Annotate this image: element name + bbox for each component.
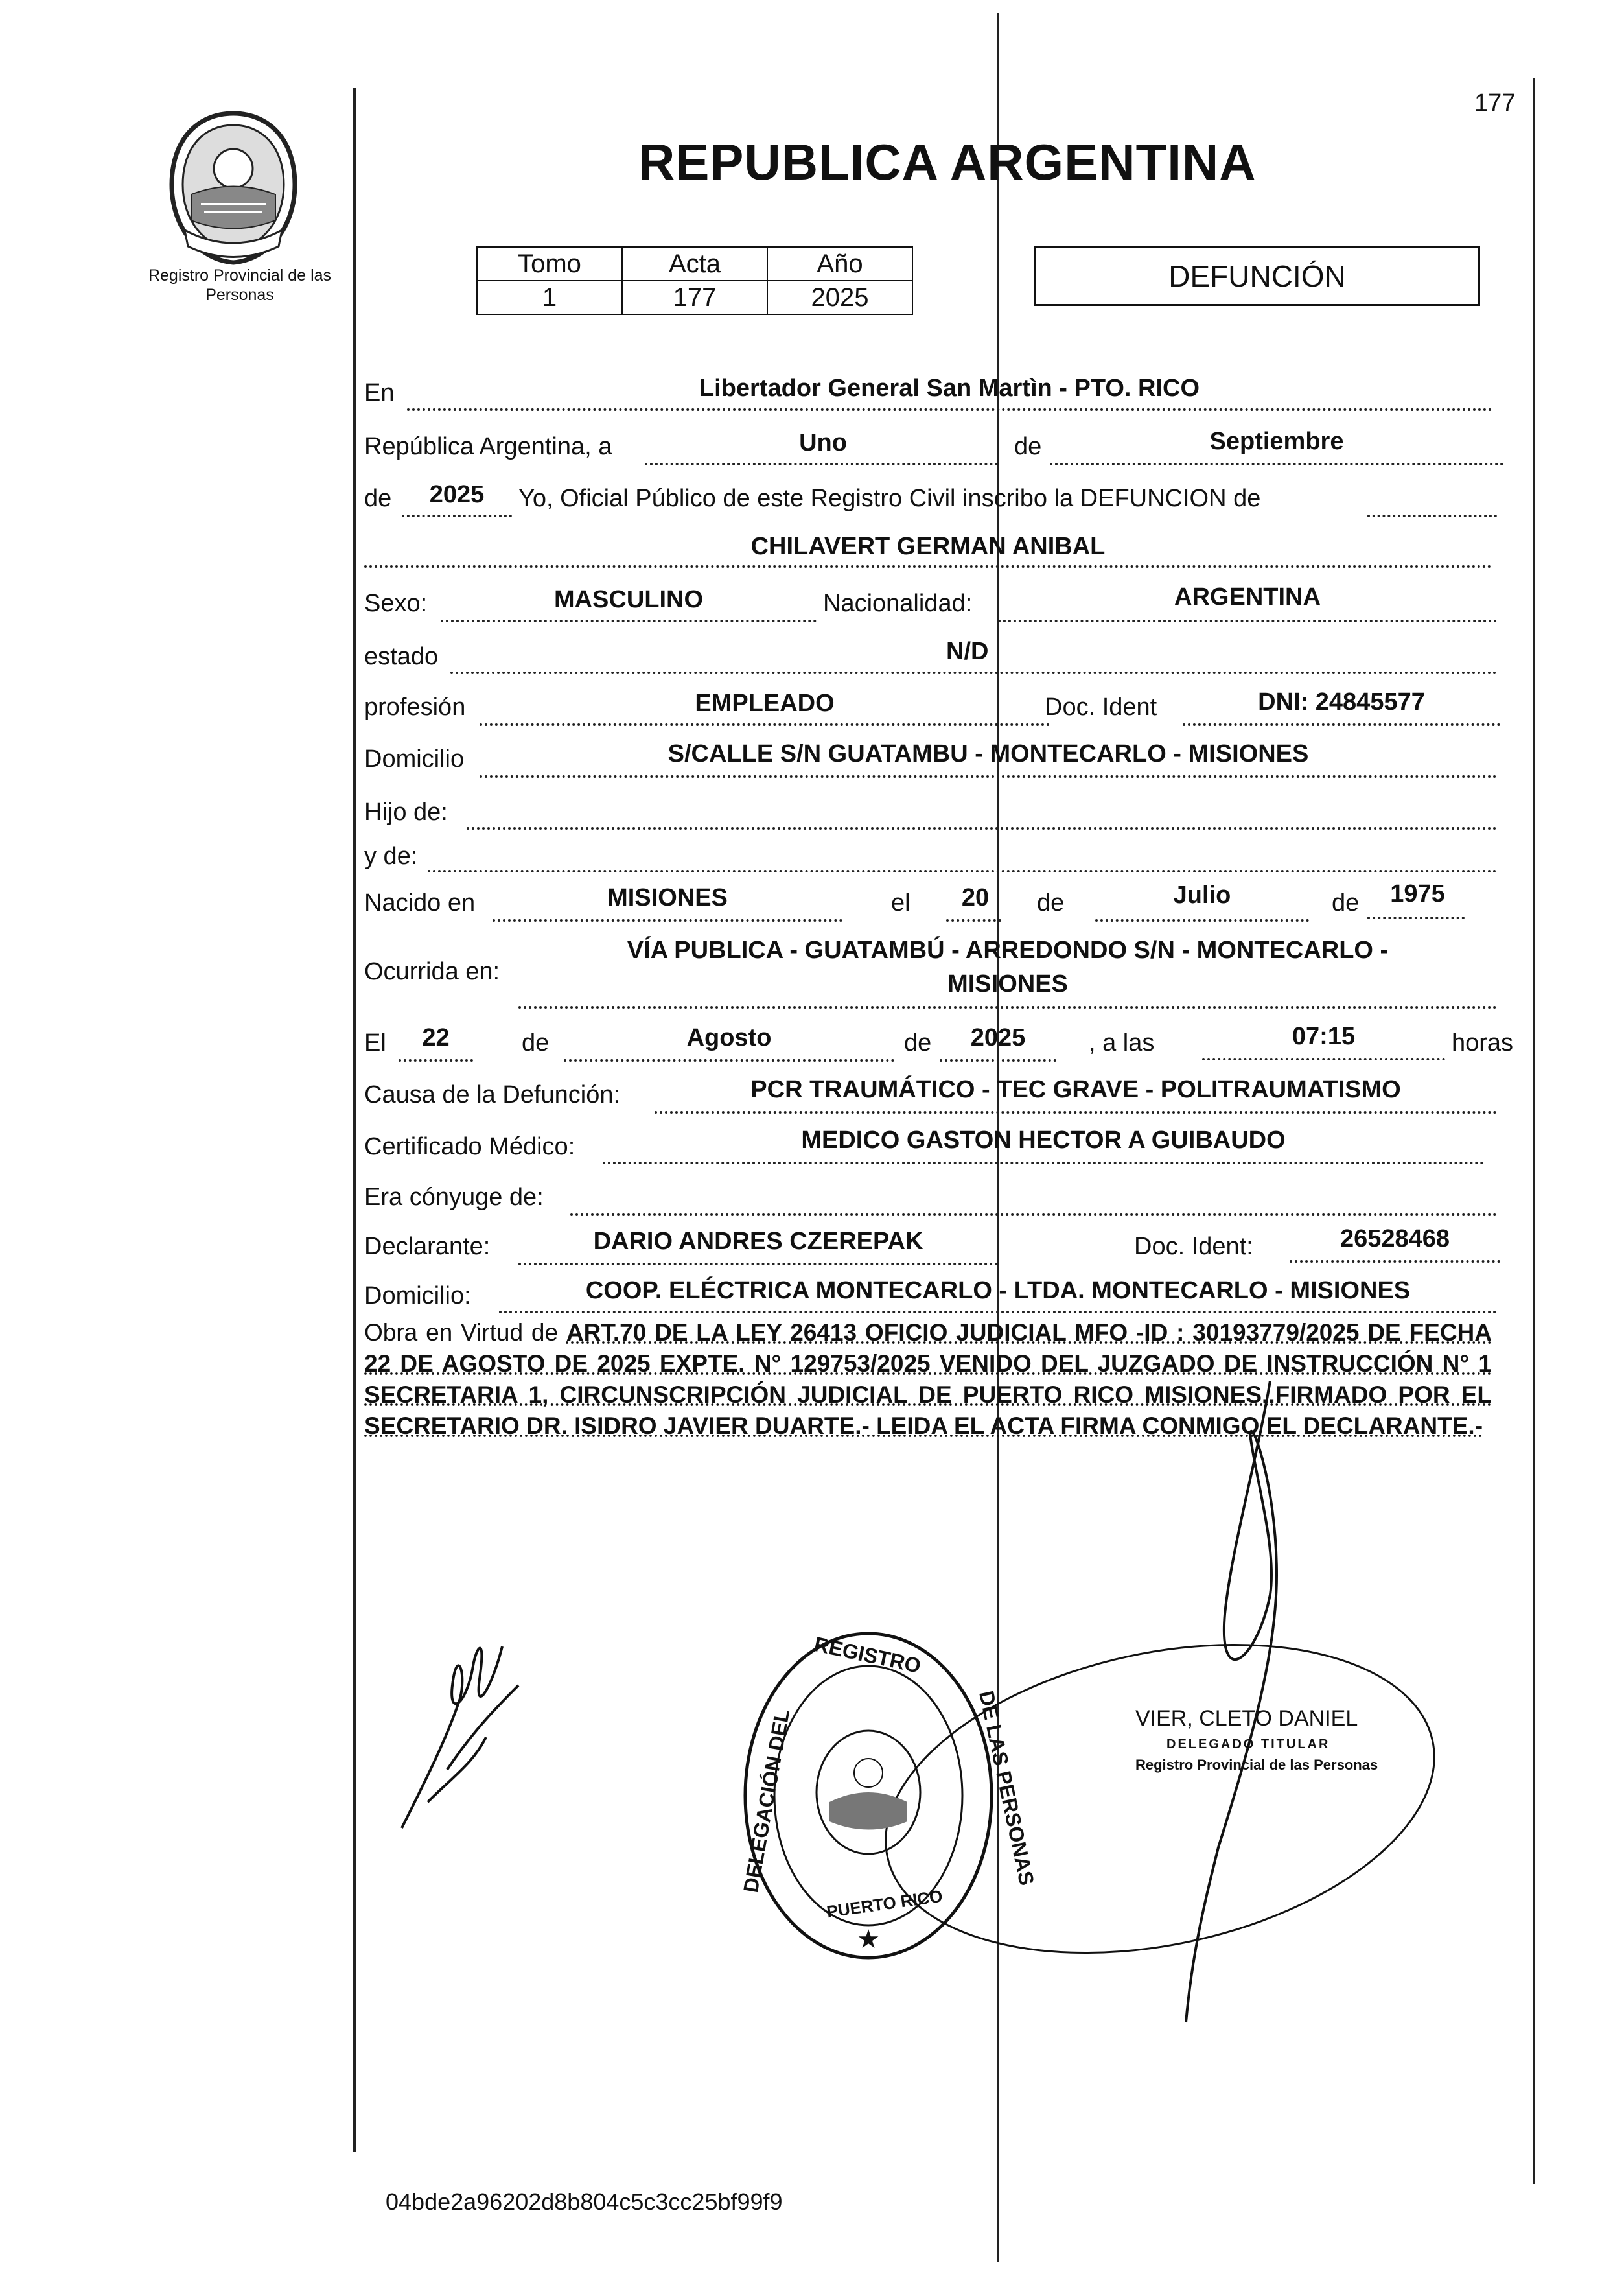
- line-causa: [655, 1111, 1497, 1114]
- field-estado: N/D: [946, 638, 989, 665]
- line-declarante-domicilio: [499, 1311, 1497, 1313]
- label-de-anio: de: [364, 485, 392, 512]
- label-de-nacido-anio: de: [1332, 889, 1360, 917]
- left-margin-rule: [353, 88, 356, 2152]
- field-domicilio: S/CALLE S/N GUATAMBU - MONTECARLO - MISIONES: [667, 740, 1309, 767]
- label-de-fallec-anio: de: [904, 1029, 932, 1057]
- page-title: REPUBLICA ARGENTINA: [638, 134, 1257, 191]
- right-margin-rule: [1533, 78, 1535, 2184]
- line-conyuge: [570, 1213, 1497, 1216]
- line-doc: [1183, 723, 1500, 726]
- field-fallec-anio: 2025: [970, 1024, 1026, 1051]
- registry-table: [476, 246, 913, 315]
- line-profesion: [480, 723, 1050, 726]
- officer-role: DELEGADO TITULAR: [1166, 1737, 1330, 1751]
- field-ocurrida-1: VÍA PUBLICA - GUATAMBÚ - ARREDONDO S/N - MONTECARLO -: [627, 937, 1389, 964]
- label-de-mes: de: [1014, 433, 1042, 460]
- field-declarante-domicilio: COOP. ELÉCTRICA MONTECARLO - LTDA. MONTECARLO - MISIONES: [585, 1277, 1411, 1304]
- label-declarante: Declarante:: [364, 1233, 491, 1260]
- svg-text:★: ★: [857, 1925, 880, 1954]
- label-doc-ident: Doc. Ident: [1045, 694, 1157, 721]
- officer-organization: Registro Provincial de las Personas: [1135, 1757, 1378, 1773]
- field-nacionalidad: ARGENTINA: [1174, 583, 1321, 611]
- label-horas: horas: [1452, 1029, 1514, 1057]
- field-doc: DNI: 24845577: [1258, 688, 1425, 716]
- observations-text: ART.70 DE LA LEY 26413 OFICIO JUDICIAL MFO -ID : 30193779/2025 DE FECHA 22 DE AGOSTO DE 2025 EXPTE. N° 129753/2025 VENIDO DEL JUZGADO DE INSTRUCCIÓN N° 1 SECRETARIA 1, CIRCUNSCRIPCIÓN JUDICIAL DE PUERTO RICO MISIONES..FIRMADO POR EL SECRETARIO DR. ISIDRO JAVIER DUARTE.- LEIDA EL ACTA FIRMA CONMIGO EL DECLARANTE.-: [364, 1319, 1492, 1439]
- field-nombre: CHILAVERT GERMAN ANIBAL: [750, 533, 1106, 560]
- field-ocurrida-2: MISIONES: [947, 970, 1068, 998]
- label-a-las: , a las: [1089, 1029, 1155, 1057]
- field-nacido-lugar: MISIONES: [607, 884, 728, 911]
- line-nacionalidad: [998, 620, 1497, 622]
- label-nacionalidad: Nacionalidad:: [823, 590, 973, 617]
- label-de-nacido-mes: de: [1037, 889, 1065, 917]
- label-domicilio-declarante: Domicilio:: [364, 1282, 471, 1309]
- field-profesion: EMPLEADO: [695, 690, 835, 717]
- line-sexo: [441, 620, 817, 622]
- label-causa: Causa de la Defunción:: [364, 1081, 621, 1108]
- declarant-signature: [389, 1608, 531, 1841]
- label-y-de: y de:: [364, 843, 418, 870]
- label-estado: estado: [364, 643, 439, 670]
- officer-name: VIER, CLETO DANIEL: [1135, 1706, 1358, 1731]
- line-fallec-dia: [399, 1059, 473, 1062]
- registry-value-acta: 177: [622, 281, 767, 314]
- line-declarante-doc: [1290, 1260, 1500, 1263]
- label-conyuge: Era cónyuge de:: [364, 1184, 544, 1211]
- line-nacido-mes: [1095, 919, 1309, 922]
- label-republica: República Argentina, a: [364, 433, 612, 460]
- line-hora: [1202, 1058, 1445, 1060]
- seal-ring-right: DE LAS PERSONAS: [975, 1689, 1039, 1888]
- field-declarante-doc: 26528468: [1340, 1225, 1450, 1252]
- field-hora: 07:15: [1292, 1023, 1356, 1050]
- line-nacido-anio: [1367, 917, 1465, 919]
- registry-header-acta: Acta: [622, 247, 767, 281]
- field-mes: Septiembre: [1209, 428, 1344, 455]
- label-en: En: [364, 379, 395, 406]
- line-estado: [450, 672, 1497, 674]
- line-hijo-de: [467, 827, 1497, 830]
- line-declarante: [518, 1263, 998, 1265]
- field-declarante: DARIO ANDRES CZEREPAK: [593, 1228, 923, 1255]
- registry-value-anio: 2025: [767, 281, 912, 314]
- organization-name: Registro Provincial de las Personas: [148, 266, 332, 304]
- field-anio: 2025: [429, 481, 485, 508]
- seal-ring-left: DELEGACIÓN DEL: [739, 1707, 795, 1895]
- seal-ring-top: REGISTRO: [812, 1632, 923, 1678]
- field-fallec-mes: Agosto: [686, 1024, 772, 1051]
- label-ocurrida-en: Ocurrida en:: [364, 958, 500, 985]
- line-ocurrida: [518, 1006, 1497, 1009]
- line-certificado: [603, 1162, 1484, 1164]
- field-certificado: MEDICO GASTON HECTOR A GUIBAUDO: [801, 1127, 1286, 1154]
- line-mes: [1050, 463, 1503, 465]
- line-dia: [645, 463, 998, 465]
- field-fallec-dia: 22: [422, 1024, 450, 1051]
- label-hijo-de: Hijo de:: [364, 799, 448, 826]
- field-sexo: MASCULINO: [553, 586, 704, 613]
- label-doc-ident-declarante: Doc. Ident:: [1134, 1233, 1253, 1260]
- label-nacido-en: Nacido en: [364, 889, 476, 917]
- label-el-fallec: El: [364, 1029, 386, 1057]
- label-de-fallec-mes: de: [522, 1029, 550, 1057]
- document-hash: 04bde2a96202d8b804c5c3cc25bf99f9: [386, 2188, 783, 2215]
- field-causa: PCR TRAUMÁTICO - TEC GRAVE - POLITRAUMATISMO: [750, 1076, 1401, 1103]
- label-yo: Yo, Oficial Público de este Registro Civil inscribo la DEFUNCION de: [518, 485, 1261, 512]
- line-yo: [1367, 515, 1497, 517]
- registry-value-tomo: 1: [477, 281, 622, 314]
- label-obra: Obra en Virtud de: [364, 1319, 559, 1346]
- line-anio: [402, 515, 512, 517]
- label-profesion: profesión: [364, 694, 466, 721]
- field-nacido-mes: Julio: [1173, 882, 1231, 909]
- seal-ring-bottom: PUERTO RICO: [825, 1886, 944, 1922]
- line-nombre: [364, 565, 1492, 568]
- label-domicilio: Domicilio: [364, 745, 465, 773]
- registry-header-anio: Año: [767, 247, 912, 281]
- line-nacido-dia: [946, 919, 1001, 922]
- line-lugar: [407, 408, 1492, 411]
- field-nacido-dia: 20: [961, 884, 990, 911]
- line-nacido-lugar: [493, 919, 842, 922]
- line-domicilio: [480, 775, 1497, 778]
- field-dia: Uno: [799, 429, 847, 456]
- label-certificado: Certificado Médico:: [364, 1133, 575, 1160]
- line-y-de: [428, 870, 1497, 872]
- label-sexo: Sexo:: [364, 590, 428, 617]
- field-nacido-anio: 1975: [1390, 880, 1445, 908]
- line-fallec-anio: [940, 1059, 1056, 1062]
- registry-header-tomo: Tomo: [477, 247, 622, 281]
- label-el-nacido: el: [891, 889, 911, 917]
- province-seal-icon: [156, 107, 311, 269]
- field-lugar: Libertador General San Martìn - PTO. RICO: [699, 375, 1200, 402]
- act-type-box: DEFUNCIÓN: [1034, 246, 1480, 306]
- line-fallec-mes: [564, 1059, 894, 1062]
- page-number: 177: [1474, 89, 1516, 117]
